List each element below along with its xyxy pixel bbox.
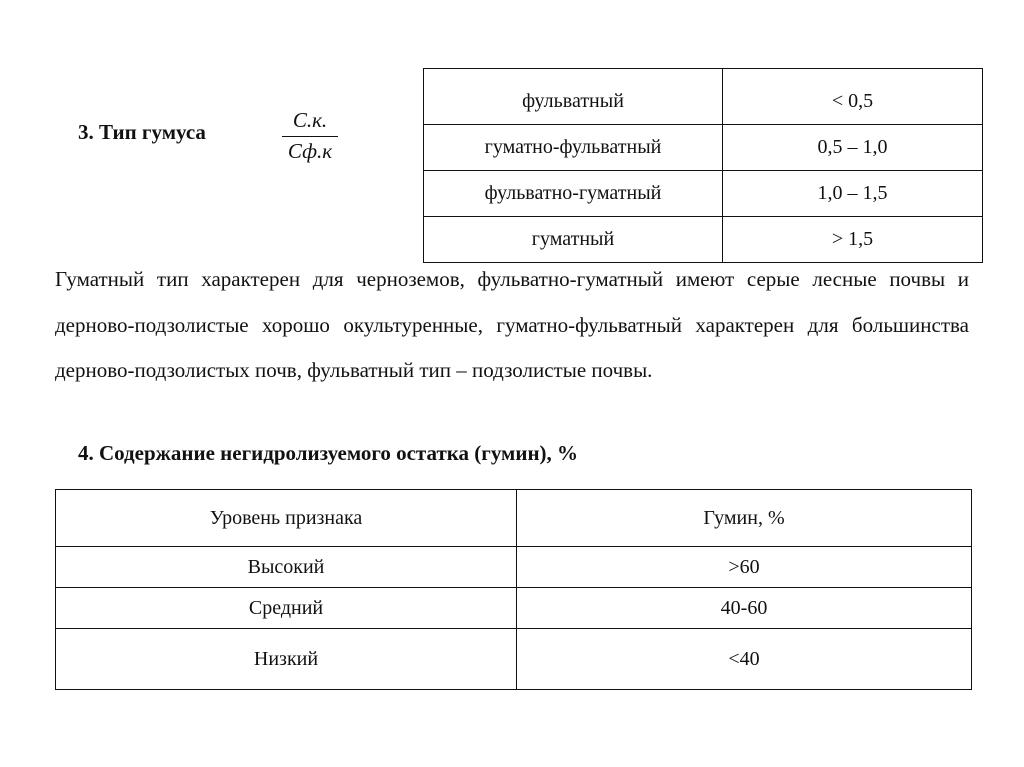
- humin-value-cell: >60: [517, 547, 972, 588]
- level-cell: Низкий: [56, 629, 517, 690]
- table-row: [424, 125, 983, 171]
- section-4-title: 4. Содержание негидролизуемого остатка (гумин), %: [78, 441, 579, 465]
- ratio-range-cell: > 1,5: [723, 217, 983, 263]
- table-row: [424, 217, 983, 263]
- humus-type-cell: фульватный: [424, 69, 723, 125]
- table-row: [56, 588, 972, 629]
- humus-type-cell: гуматный: [424, 217, 723, 263]
- ratio-range-cell: 1,0 – 1,5: [723, 171, 983, 217]
- humin-content-table: [55, 489, 972, 690]
- humin-value-cell: <40: [517, 629, 972, 690]
- section-3-title: 3. Тип гумуса: [78, 120, 206, 144]
- table-row: [424, 171, 983, 217]
- ratio-range-cell: 0,5 – 1,0: [723, 125, 983, 171]
- humus-description-paragraph: Гуматный тип характерен для черноземов, фульватно-гуматный имеют серые лесные почвы и дерново-подзолистые хорошо окультуренные, гуматно-фульватный характерен для большинства дерново-подзолистых почв, фульватный тип – подзолистые почвы.: [55, 267, 969, 382]
- table-row: [56, 547, 972, 588]
- column-header: Гумин, %: [517, 490, 972, 547]
- column-header: Уровень признака: [56, 490, 517, 547]
- level-cell: Высокий: [56, 547, 517, 588]
- humus-ratio-formula: [280, 108, 340, 164]
- table-row: [56, 629, 972, 690]
- formula-denominator: Сф.к: [287, 139, 333, 163]
- formula-numerator: С.к.: [292, 108, 328, 132]
- humus-type-table: [423, 68, 983, 263]
- ratio-range-cell: < 0,5: [723, 69, 983, 125]
- level-cell: Средний: [56, 588, 517, 629]
- humus-type-cell: фульватно-гуматный: [424, 171, 723, 217]
- table-row: [424, 69, 983, 125]
- humin-value-cell: 40-60: [517, 588, 972, 629]
- humus-type-cell: гуматно-фульватный: [424, 125, 723, 171]
- table-header-row: [56, 490, 972, 547]
